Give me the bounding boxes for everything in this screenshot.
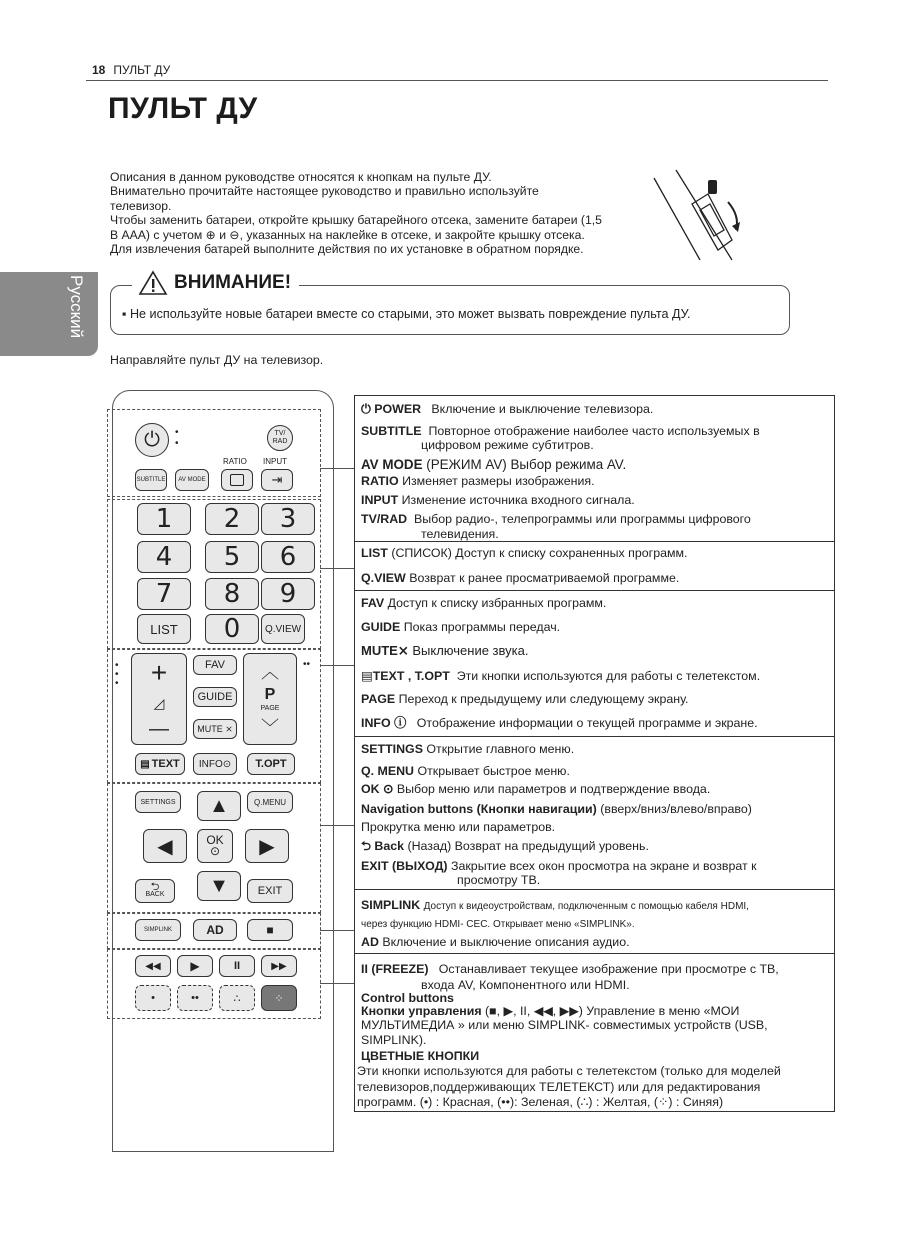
num-2-button[interactable]: 2 (205, 503, 259, 535)
page-label: PAGE (260, 705, 280, 713)
caution-title: ВНИМАНИЕ! (174, 272, 292, 293)
intro-line: Внимательно прочитайте настоящее руководство и правильно используйте (110, 184, 539, 199)
power-dots: • • (175, 427, 179, 449)
num-1-button[interactable]: 1 (137, 503, 191, 535)
desc-row: SIMPLINK Доступ к видеоустройствам, подключенным с помощью кабеля HDMI, (361, 898, 749, 912)
qmenu-button[interactable]: Q.MENU (247, 791, 293, 813)
desc-row: SIMPLINK). (361, 1033, 427, 1047)
desc-row: SETTINGS Открытие главного меню. (361, 742, 575, 756)
caution-text: ▪ Не используйте новые батареи вместе со старыми, это может вызвать повреждение пульта ДУ. (122, 307, 691, 321)
num-9-button[interactable]: 9 (261, 578, 315, 610)
connector-line (320, 468, 354, 469)
tvrad-button[interactable]: TV/ RAD (267, 425, 293, 451)
intro-line: телевизор. (110, 198, 172, 213)
nav-right-button[interactable]: ▶ (245, 829, 289, 863)
power-button[interactable]: ⏻ (135, 423, 169, 457)
desc-row: TV/RAD Выбор радио-, телепрограммы или программы цифрового (361, 512, 751, 526)
topt-button[interactable]: T.OPT (247, 753, 295, 775)
desc-row: MUTE⨯ Выключение звука. (361, 643, 529, 658)
section-divider (355, 736, 834, 737)
desc-row: ▤TEXT , T.OPT Эти кнопки используются для работы с телетекстом. (361, 669, 761, 683)
input-label: INPUT (263, 457, 287, 466)
desc-row: OK ⊙ Выбор меню или параметров и подтверждение ввода. (361, 782, 711, 796)
exit-button[interactable]: EXIT (247, 879, 293, 903)
page-rocker[interactable] (243, 653, 297, 745)
list-button[interactable]: LIST (137, 614, 191, 644)
ratio-button[interactable] (221, 469, 253, 491)
desc-row: SUBTITLE Повторное отображение наиболее часто используемых в (361, 424, 760, 438)
text-icon: ▤ (361, 669, 373, 683)
desc-row: ⏻ POWER Включение и выключение телевизора. (361, 402, 654, 416)
connector-line (320, 568, 354, 569)
page-down-icon[interactable]: ﹀ (261, 717, 279, 738)
intro-line: Описания в данном руководстве относятся к кнопкам на пульте ДУ. (110, 170, 492, 184)
left-dots: • • • (115, 660, 119, 689)
nav-up-button[interactable]: ▲ (197, 791, 241, 821)
ratio-label: RATIO (223, 457, 247, 466)
desc-row: Кнопки управления (■, ▶, II, ◀◀, ▶▶) Управление в меню «МОИ (361, 1004, 740, 1018)
volume-rocker[interactable] (131, 653, 187, 745)
p-label: P (264, 685, 276, 703)
desc-row: INPUT Изменение источника входного сигнала. (361, 493, 635, 507)
back-button[interactable] (135, 879, 175, 903)
nav-down-button[interactable]: ▼ (197, 871, 241, 901)
num-4-button[interactable]: 4 (137, 541, 191, 573)
desc-row: INFO ⓘ Отображение информации о текущей программе и экране. (361, 716, 758, 730)
desc-row: телевизоров,поддерживающих ТЕЛЕТЕКСТ) или для редактирования (357, 1080, 761, 1094)
intro-line: В AAA) с учетом ⊕ и ⊖, указанных на наклейке в отсеке, и закройте крышку отсека. (110, 227, 585, 242)
connector-line (320, 665, 354, 666)
intro-line: Для извлечения батарей выполните действия по их установке в обратном порядке. (110, 242, 584, 257)
play-button[interactable]: ▶ (177, 955, 213, 977)
input-icon: ⇥ (271, 472, 283, 487)
desc-row: через функцию HDMI- CEC. Открывает меню «SIMPLINK». (361, 919, 635, 930)
desc-row: программ. (•) : Красная, (••): Зеленая, (∴) : Желтая, (⁘) : Синяя) (357, 1095, 724, 1109)
connector-line (320, 825, 354, 826)
ratio-icon (230, 474, 244, 486)
desc-row: II (FREEZE) Останавливает текущее изображение при просмотре с ТВ, (361, 962, 779, 976)
desc-row: ЦВЕТНЫЕ КНОПКИ (361, 1049, 480, 1063)
description-table (354, 395, 835, 1112)
desc-row: входа AV, Компонентного или HDMI. (421, 978, 630, 992)
green-button[interactable]: •• (177, 985, 213, 1011)
desc-row: телевидения. (421, 527, 499, 541)
intro-text (110, 170, 665, 256)
volume-level-icon: ◿ (153, 695, 165, 711)
section-divider (355, 590, 834, 591)
caution-header (132, 268, 299, 298)
text-button[interactable] (135, 753, 185, 775)
avmode-button[interactable]: AV MODE (175, 469, 209, 491)
battery-illustration (648, 168, 758, 268)
right-dots: •• (303, 659, 311, 670)
intro-line: Чтобы заменить батареи, откройте крышку батарейного отсека, замените батареи (1,5 (110, 213, 602, 228)
ok-label: OK (206, 833, 224, 847)
desc-row: FAV Доступ к списку избранных программ. (361, 596, 607, 610)
page-number: 18 (92, 63, 106, 77)
desc-row: GUIDE Показ программы передач. (361, 620, 561, 634)
header-section: ПУЛЬТ ДУ (113, 63, 171, 77)
settings-button[interactable]: SETTINGS (135, 791, 181, 813)
text-label: TEXT (151, 758, 180, 770)
desc-row: AD Включение и выключение описания аудио. (361, 935, 630, 949)
ad-button[interactable]: AD (193, 919, 237, 941)
subtitle-button[interactable]: SUBTITLE (135, 469, 167, 491)
page-header (92, 63, 170, 77)
desc-row: RATIO Изменяет размеры изображения. (361, 474, 595, 488)
fav-button[interactable]: FAV (193, 655, 237, 675)
text-icon: ▤ (140, 758, 150, 770)
desc-row: Эти кнопки используются для работы с телетекстом (только для моделей (357, 1064, 781, 1078)
num-8-button[interactable]: 8 (205, 578, 259, 610)
connector-line (320, 983, 354, 984)
point-instruction: Направляйте пульт ДУ на телевизор. (110, 353, 324, 367)
ok-button[interactable] (197, 829, 233, 863)
desc-row: Navigation buttons (Кнопки навигации) (вверх/вниз/влево/вправо) (361, 802, 752, 816)
guide-button[interactable]: GUIDE (193, 687, 237, 707)
desc-row: AV MODE (РЕЖИМ AV) Выбор режима AV. (361, 457, 627, 472)
page-up-icon[interactable]: ︿ (261, 662, 279, 682)
num-3-button[interactable]: 3 (261, 503, 315, 535)
connector-line (320, 930, 354, 931)
desc-row: PAGE Переход к предыдущему или следующему экрану. (361, 692, 689, 706)
language-tab-label: Русский (67, 275, 86, 339)
num-6-button[interactable]: 6 (261, 541, 315, 573)
header-divider (86, 80, 828, 81)
yellow-button[interactable]: ∴ (219, 985, 255, 1011)
forward-button[interactable]: ▶▶ (261, 955, 297, 977)
blue-button[interactable]: ⁘ (261, 985, 297, 1011)
desc-row: Q. MENU Открывает быстрое меню. (361, 764, 570, 778)
back-icon: ⮌ (150, 881, 160, 893)
desc-row: МУЛЬТИМЕДИА » или меню SIMPLINK- совместимых устройств (USB, (361, 1018, 768, 1032)
desc-row: просмотру ТВ. (457, 873, 541, 887)
num-5-button[interactable]: 5 (205, 541, 259, 573)
stop-button[interactable]: ■ (247, 919, 293, 941)
simplink-button[interactable]: SIMPLINK (135, 919, 181, 941)
red-button[interactable]: • (135, 985, 171, 1011)
qview-button[interactable]: Q.VIEW (261, 614, 305, 644)
desc-row: LIST (СПИСОК) Доступ к списку сохраненных программ. (361, 546, 688, 560)
volume-up-icon[interactable]: + (150, 657, 168, 688)
warning-icon (138, 270, 168, 296)
num-7-button[interactable]: 7 (137, 578, 191, 610)
desc-row: EXIT (ВЫХОД) Закрытие всех окон просмотра на экране и возврат к (361, 859, 757, 873)
section-divider (355, 889, 834, 890)
desc-row: ⮌ Back (Назад) Возврат на предыдущий уровень. (361, 839, 649, 853)
info-button[interactable]: INFO⊙ (193, 753, 237, 775)
page-title: ПУЛЬТ ДУ (108, 92, 258, 125)
rewind-button[interactable]: ◀◀ (135, 955, 171, 977)
remote-control (112, 390, 334, 1152)
language-tab (0, 272, 98, 356)
section-divider (355, 953, 834, 954)
section-divider (355, 541, 834, 542)
back-label: BACK (145, 891, 165, 898)
ok-icon: ⊙ (209, 844, 221, 858)
volume-down-icon[interactable]: — (149, 718, 169, 740)
input-button[interactable] (261, 469, 293, 491)
nav-left-button[interactable]: ◀ (143, 829, 187, 863)
desc-row: Control buttons (361, 991, 454, 1005)
mute-button[interactable]: MUTE ⨯ (193, 719, 237, 739)
desc-row: Q.VIEW Возврат к ранее просматриваемой программе. (361, 571, 680, 585)
num-0-button[interactable]: 0 (205, 614, 259, 644)
desc-row: Прокрутка меню или параметров. (361, 820, 556, 834)
pause-button[interactable]: II (219, 955, 255, 977)
desc-row: цифровом режиме субтитров. (421, 438, 594, 452)
